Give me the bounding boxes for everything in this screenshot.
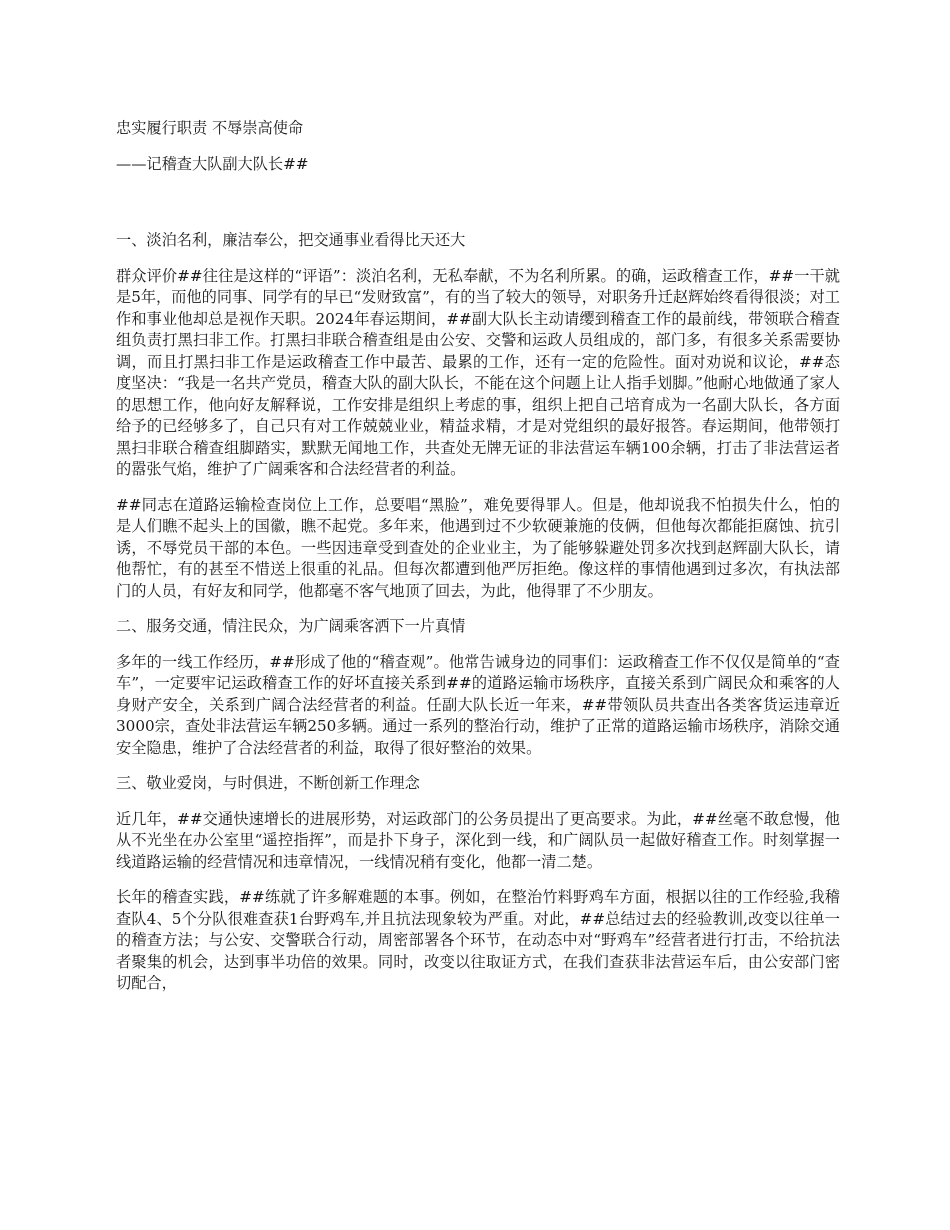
document-page xyxy=(116,118,840,1009)
section-heading-2: 二、服务交通，情注民众，为广阔乘客洒下一片真情 xyxy=(116,617,466,635)
document-subtitle: ——记稽查大队副大队长## xyxy=(116,154,309,173)
section-1-paragraph-2: ##同志在道路运输检查岗位上工作，总要唱“黑脸”，难免要得罪人。但是，他却说我不怕损失什么，怕的是人们瞧不起头上的国徽，瞧不起党。多年来，他遇到过不少软硬兼施的伎俩，但他每次都能拒腐蚀、抗引诱，不辱党员干部的本色。一些因违章受到查处的企业业主，为了能够躲避处罚多次找到赵辉副大队长，请他帮忙，有的甚至不惜送上很重的礼品。但每次都遭到他严厉拒绝。像这样的事情他遇到过多次，有执法部门的人员，有好友和同学，他都毫不客气地顶了回去，为此，他得罪了不少朋友。 xyxy=(116,495,840,600)
section-1-paragraph-1: 群众评价##往往是这样的“评语”：淡泊名利，无私奉献，不为名利所累。的确，运政稽查工作，##一干就是5年，而他的同事、同学有的早已“发财致富”，有的当了较大的领导，对职务升迁赵辉始终看得很淡；对工作和事业他却总是视作天职。2024年春运期间，##副大队长主动请缨到稽查工作的最前线，带领联合稽查组负责打黑扫非工作。打黑扫非联合稽查组是由公安、交警和运政人员组成的，部门多，有很多关系需要协调，而且打黑扫非工作是运政稽查工作中最苦、最累的工作，还有一定的危险性。面对劝说和议论，##态度坚决：“我是一名共产党员，稽查大队的副大队长，不能在这个问题上让人指手划脚。”他耐心地做通了家人的思想工作，他向好友解释说，工作安排是组织上考虑的事，组织上把自己培育成为一名副大队长，各方面给予的已经够多了，自己只有对工作兢兢业业，精益求精，才是对党组织的最好报答。春运期间，他带领打黑扫非联合稽查组脚踏实，默默无闻地工作，共查处无牌无证的非法营运车辆100余辆，打击了非法营运者的嚣张气焰，维护了广阔乘客和合法经营者的利益。 xyxy=(116,266,840,478)
section-2-paragraph-1: 多年的一线工作经历，##形成了他的“稽查观”。他常告诫身边的同事们：运政稽查工作不仅仅是简单的“查车”，一定要牢记运政稽查工作的好坏直接关系到##的道路运输市场秩序，直接关系到广阔民众和乘客的人身财产安全，关系到广阔合法经营者的利益。任副大队长近一年来，##带领队员共查出各类客货运违章近3000宗，查处非法营运车辆250多辆。通过一系列的整治行动，维护了正常的道路运输市场秩序，消除交通安全隐患，维护了合法经营者的利益，取得了很好整治的效果。 xyxy=(116,652,840,757)
section-heading-3: 三、敬业爱岗，与时俱进，不断创新工作理念 xyxy=(116,774,420,792)
section-3-paragraph-1: 近几年，##交通快速增长的进展形势，对运政部门的公务员提出了更高要求。为此，##丝毫不敢怠慢，他从不光坐在办公室里“遥控指挥”，而是扑下身子，深化到一线，和广阔队员一起做好稽查工作。时刻掌握一线道路运输的经营情况和违章情况，一线情况稍有变化，他都一清二楚。 xyxy=(116,809,840,871)
document-title: 忠实履行职责 不辱崇高使命 xyxy=(116,119,304,137)
section-3-paragraph-2: 长年的稽查实践，##练就了许多解难题的本事。例如，在整治竹料野鸡车方面，根据以往的工作经验,我稽查队4、5个分队很难查获1台野鸡车,并且抗法现象较为严重。对此，##总结过去的经验教训,改变以往单一的稽查方法；与公安、交警联合行动，周密部署各个环节，在动态中对“野鸡车”经营者进行打击，不给抗法者聚集的机会，达到事半功倍的效果。同时，改变以往取证方式，在我们查获非法营运车后，由公安部门密切配合， xyxy=(116,888,840,992)
section-heading-1: 一、淡泊名利，廉洁奉公，把交通事业看得比天还大 xyxy=(116,231,466,249)
